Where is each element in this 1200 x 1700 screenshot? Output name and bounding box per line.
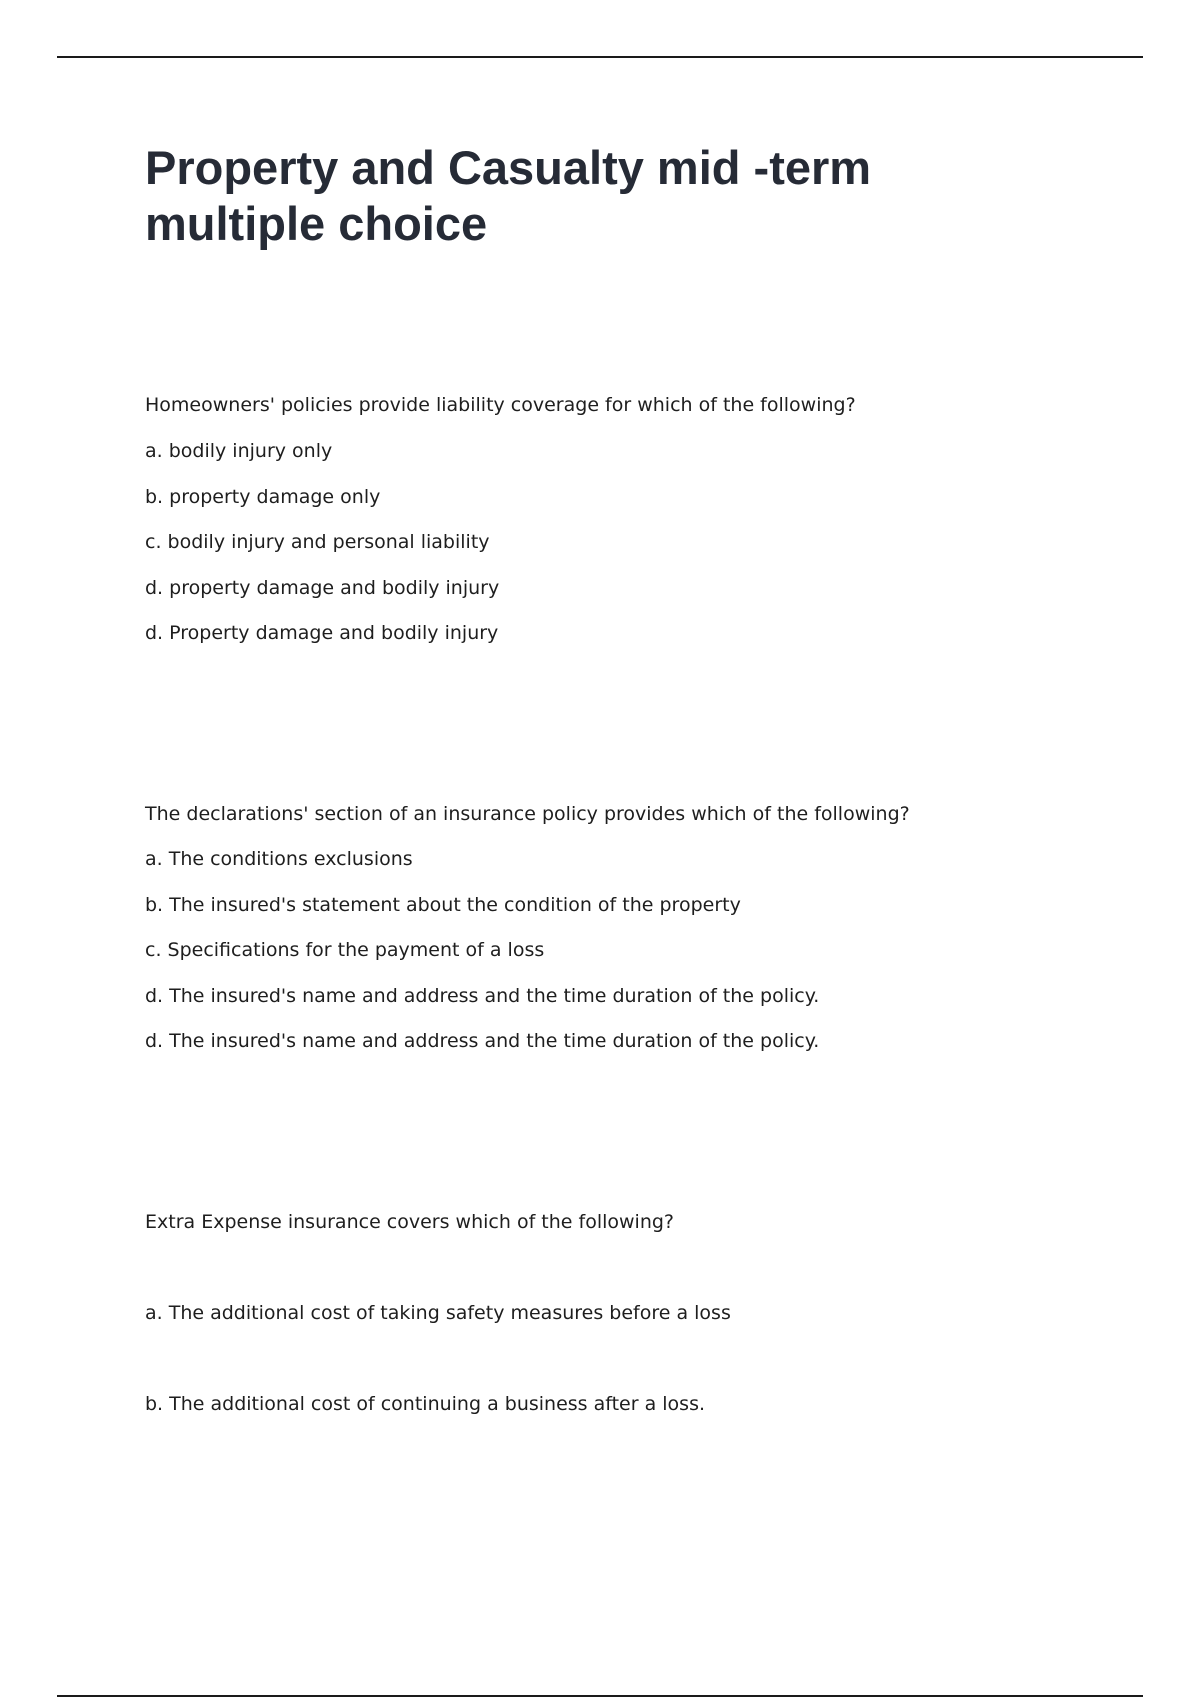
question-2-option-d: d. The insured's name and address and the time duration of the policy. bbox=[145, 985, 820, 1007]
page-title bbox=[145, 140, 1045, 252]
question-1-answer: d. Property damage and bodily injury bbox=[145, 622, 499, 644]
title-line-1: Property and Casualty mid -term bbox=[145, 141, 872, 194]
question-1-option-b: b. property damage only bbox=[145, 486, 381, 508]
question-2-option-a: a. The conditions exclusions bbox=[145, 848, 413, 870]
question-1-prompt: Homeowners' policies provide liability coverage for which of the following? bbox=[145, 394, 856, 416]
question-3-prompt: Extra Expense insurance covers which of the following? bbox=[145, 1211, 675, 1233]
top-rule bbox=[57, 56, 1143, 58]
question-1-option-c: c. bodily injury and personal liability bbox=[145, 531, 490, 553]
question-2-answer: d. The insured's name and address and the time duration of the policy. bbox=[145, 1030, 820, 1052]
question-3-option-a: a. The additional cost of taking safety measures before a loss bbox=[145, 1302, 731, 1324]
question-2-prompt: The declarations' section of an insurance policy provides which of the following? bbox=[145, 803, 910, 825]
question-2-option-c: c. Specifications for the payment of a loss bbox=[145, 939, 545, 961]
question-2-option-b: b. The insured's statement about the condition of the property bbox=[145, 894, 741, 916]
bottom-rule bbox=[57, 1695, 1143, 1697]
question-1-option-d: d. property damage and bodily injury bbox=[145, 577, 500, 599]
question-1-option-a: a. bodily injury only bbox=[145, 440, 333, 462]
title-line-2: multiple choice bbox=[145, 197, 488, 250]
question-3-option-b: b. The additional cost of continuing a business after a loss. bbox=[145, 1393, 706, 1415]
